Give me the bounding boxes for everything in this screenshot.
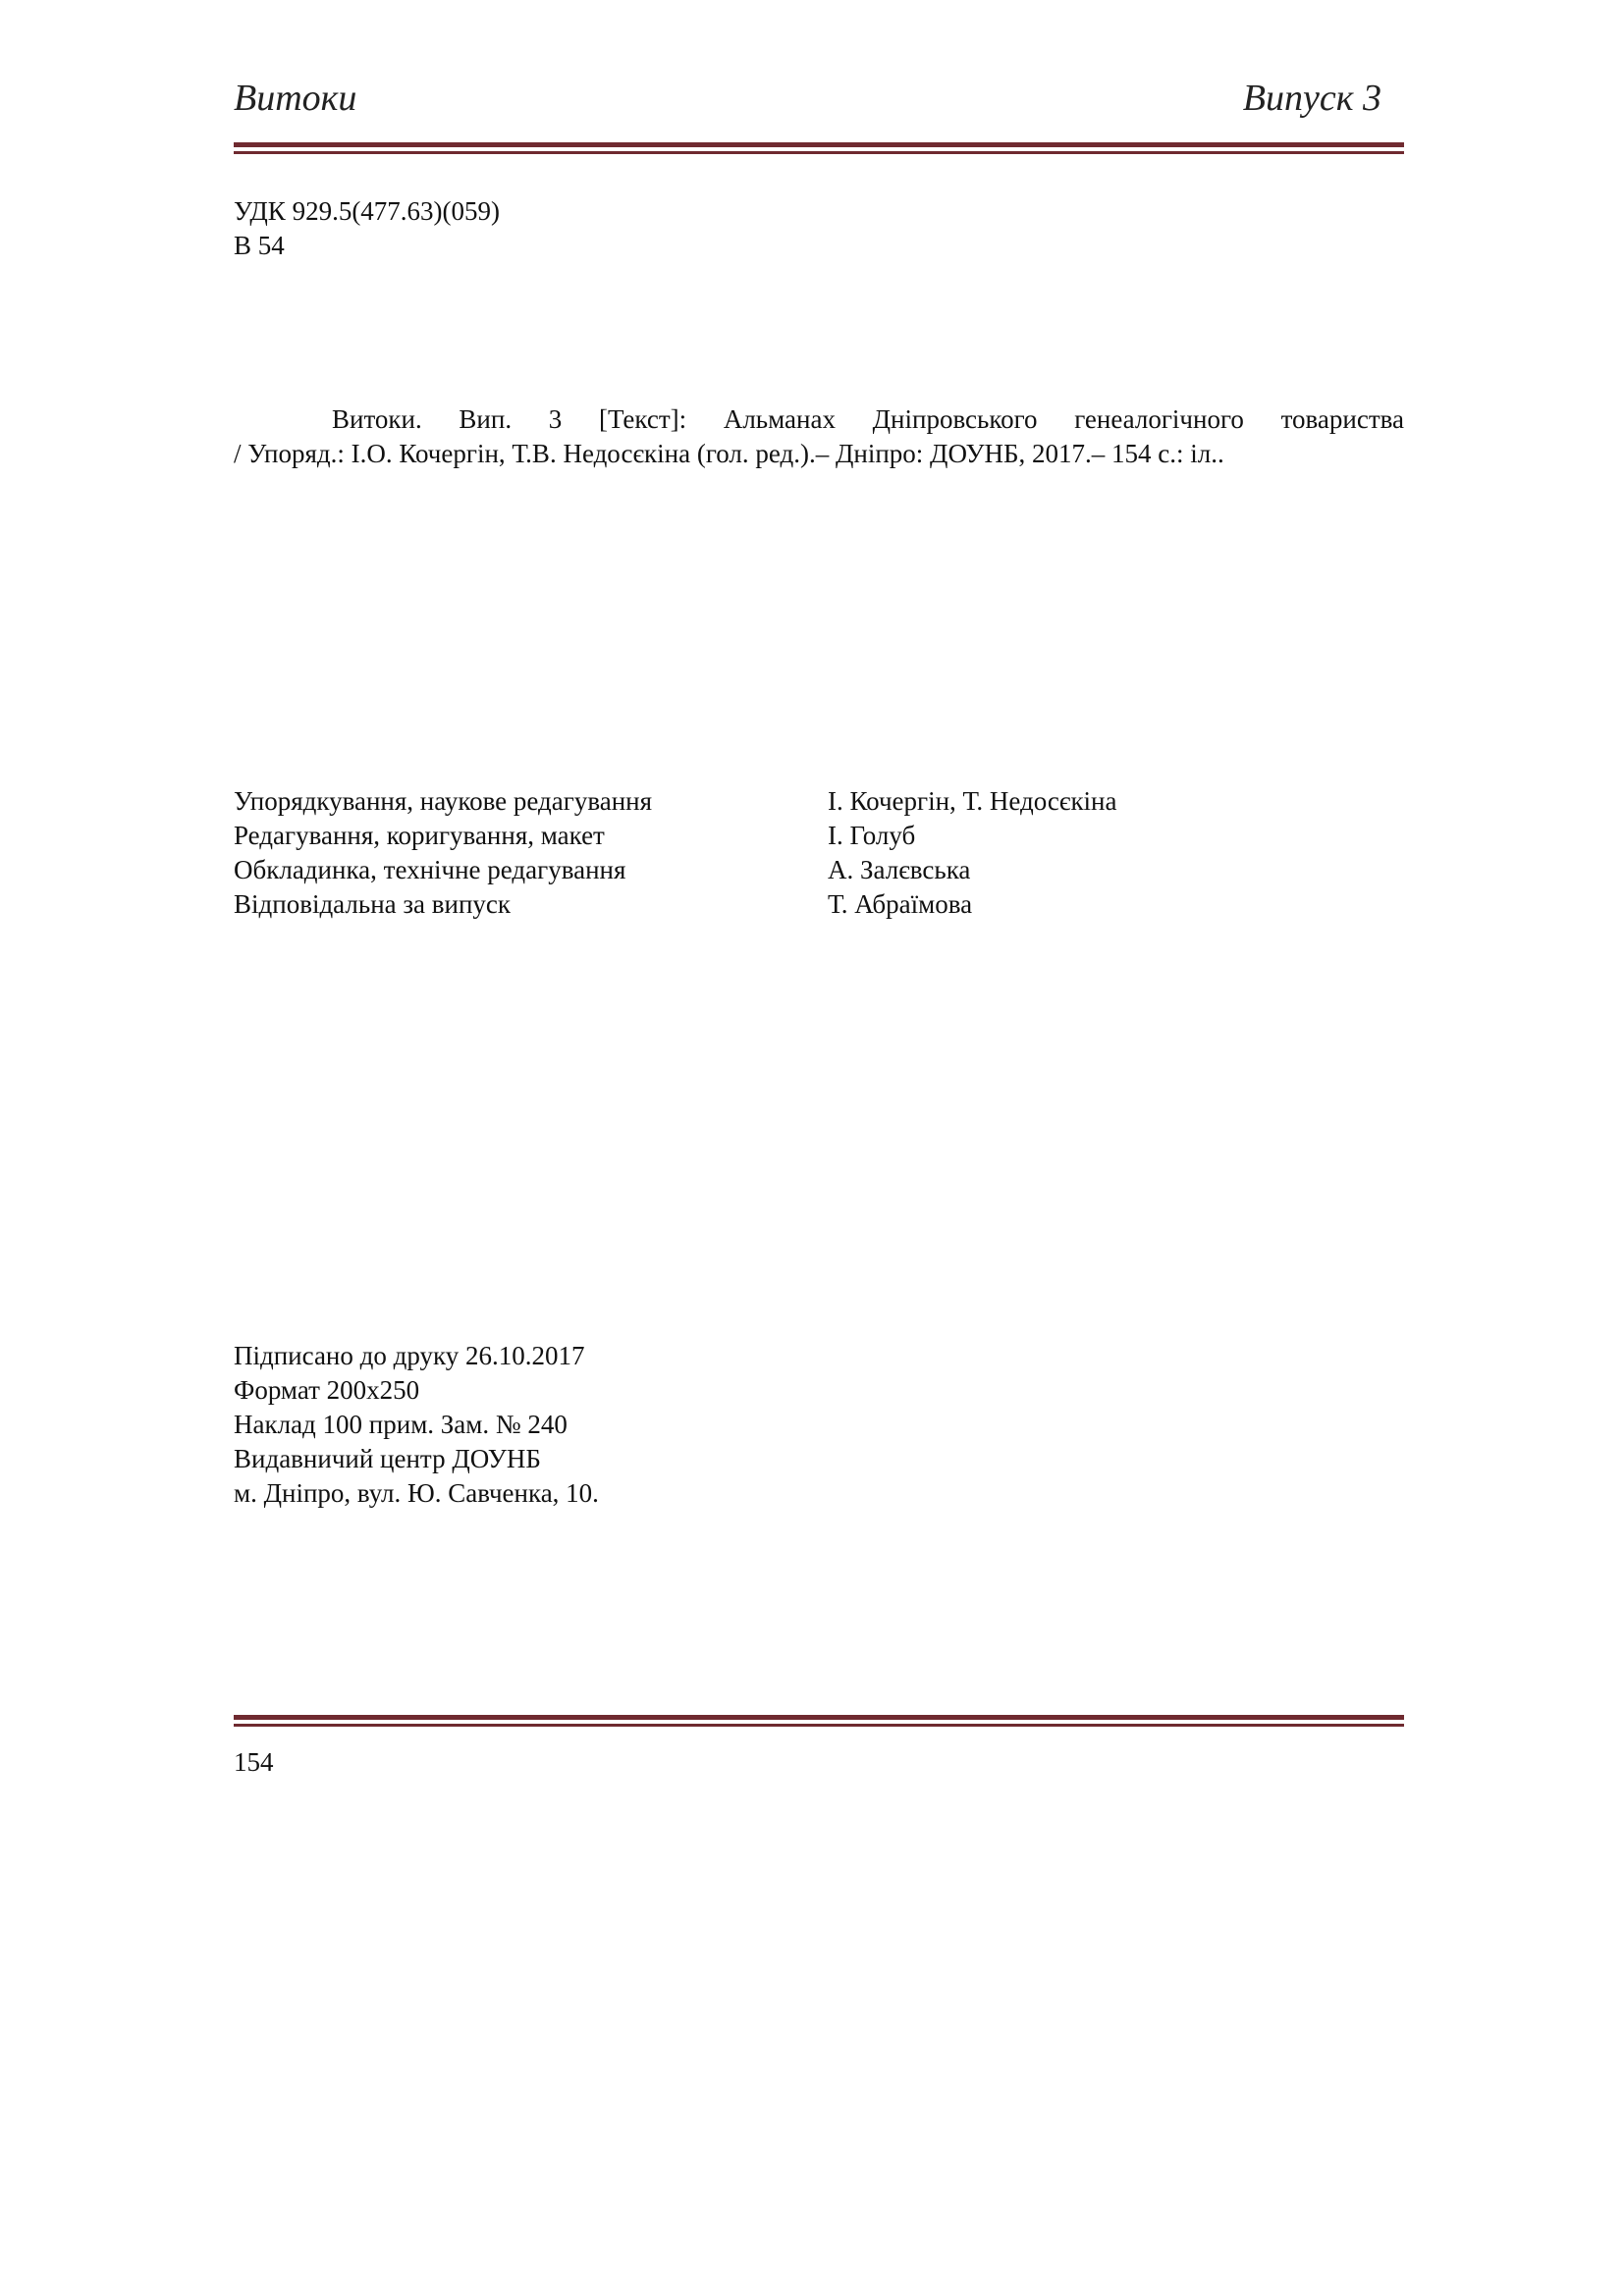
credit-person: А. Залєвська <box>828 855 971 884</box>
format-line: Формат 200х250 <box>234 1375 420 1405</box>
classification-block <box>234 194 500 263</box>
credit-person: Т. Абраїмова <box>828 889 973 919</box>
udc-code: УДК 929.5(477.63)(059) <box>234 196 501 226</box>
footer-rule-thin <box>234 1724 1404 1727</box>
credit-role: Відповідальна за випуск <box>234 889 512 919</box>
imprint-block <box>234 1339 599 1511</box>
credit-role: Упорядкування, наукове редагування <box>234 786 653 816</box>
running-title-right: Випуск 3 <box>1242 78 1381 119</box>
credit-role: Редагування, коригування, макет <box>234 821 605 850</box>
running-title-left: Витоки <box>234 78 357 119</box>
footer-rule-thick <box>234 1715 1404 1720</box>
credit-person: І. Голуб <box>828 821 916 850</box>
bibliographic-line-2: / Упоряд.: І.О. Кочергін, Т.В. Недосєкіна (гол. ред.).– Дніпро: ДОУНБ, 2017.– 154 с.: іл.. <box>234 439 1224 468</box>
header-rule <box>234 142 1404 154</box>
publisher-line: Видавничий центр ДОУНБ <box>234 1444 541 1473</box>
print-run-line: Наклад 100 прим. Зам. № 240 <box>234 1410 568 1439</box>
bbk-code: В 54 <box>234 231 285 260</box>
footer-rule <box>234 1715 1404 1727</box>
credit-role: Обкладинка, технічне редагування <box>234 855 626 884</box>
page-number: 154 <box>234 1747 274 1777</box>
bibliographic-description <box>234 402 1404 471</box>
address-line: м. Дніпро, вул. Ю. Савченка, 10. <box>234 1478 599 1508</box>
header-rule-thin <box>234 151 1404 154</box>
bibliographic-line-1: Витоки. Вип. 3 [Текст]: Альманах Дніпровського генеалогічного товариства <box>332 404 1404 434</box>
header-rule-thick <box>234 142 1404 147</box>
credit-person: І. Кочергін, Т. Недосєкіна <box>828 786 1117 816</box>
signed-to-print: Підписано до друку 26.10.2017 <box>234 1341 585 1370</box>
